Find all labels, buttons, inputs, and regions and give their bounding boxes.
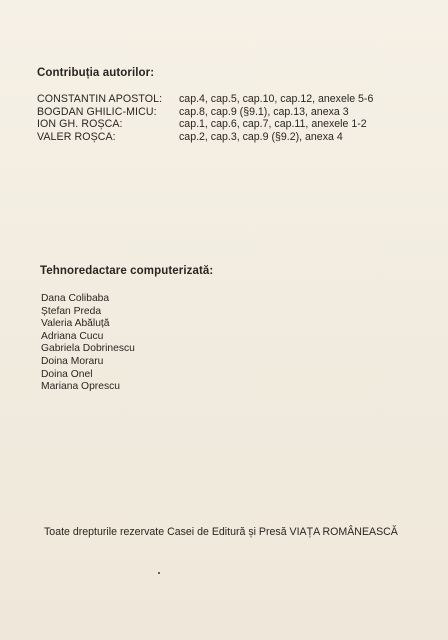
contribution-row xyxy=(37,106,417,119)
staff-name: Gabriela Dobrinescu xyxy=(41,343,135,355)
contribution-row xyxy=(37,93,417,106)
author-name: VALER ROȘCA: xyxy=(37,130,116,143)
staff-name: Doina Onel xyxy=(41,368,93,380)
author-chapters: cap.1, cap.6, cap.7, cap.11, anexele 1-2 xyxy=(179,118,367,130)
author-chapters: cap.4, cap.5, cap.10, cap.12, anexele 5-6 xyxy=(179,93,374,105)
staff-name: Mariana Oprescu xyxy=(41,381,120,393)
staff-name: Dana Colibaba xyxy=(41,293,110,304)
author-name: CONSTANTIN APOSTOL: xyxy=(37,93,163,105)
staff-name: Adriana Cucu xyxy=(41,330,104,342)
author-name: ION GH. ROȘCA: xyxy=(37,118,123,130)
contributions-heading: Contribuția autorilor: xyxy=(37,67,155,79)
author-name: BOGDAN GHILIC-MICU: xyxy=(37,105,157,118)
tehnoredactare-heading: Tehnoredactare computerizată: xyxy=(40,265,214,277)
contribution-row xyxy=(37,118,417,131)
staff-name: Valeria Abăluță xyxy=(41,318,110,330)
contributions-list xyxy=(37,93,417,143)
rights-notice: Toate drepturile rezervate Casei de Editură și Presă VIAȚA ROMÂNEASCĂ xyxy=(44,526,398,538)
tehnoredactare-list xyxy=(41,293,135,394)
staff-name: Doina Moraru xyxy=(41,355,104,367)
staff-name: Ștefan Preda xyxy=(41,305,102,317)
contribution-row xyxy=(37,131,417,144)
author-chapters: cap.8, cap.9 (§9.1), cap.13, anexa 3 xyxy=(179,105,349,118)
ink-speck xyxy=(158,572,160,574)
author-chapters: cap.2, cap.3, cap.9 (§9.2), anexa 4 xyxy=(179,130,343,143)
